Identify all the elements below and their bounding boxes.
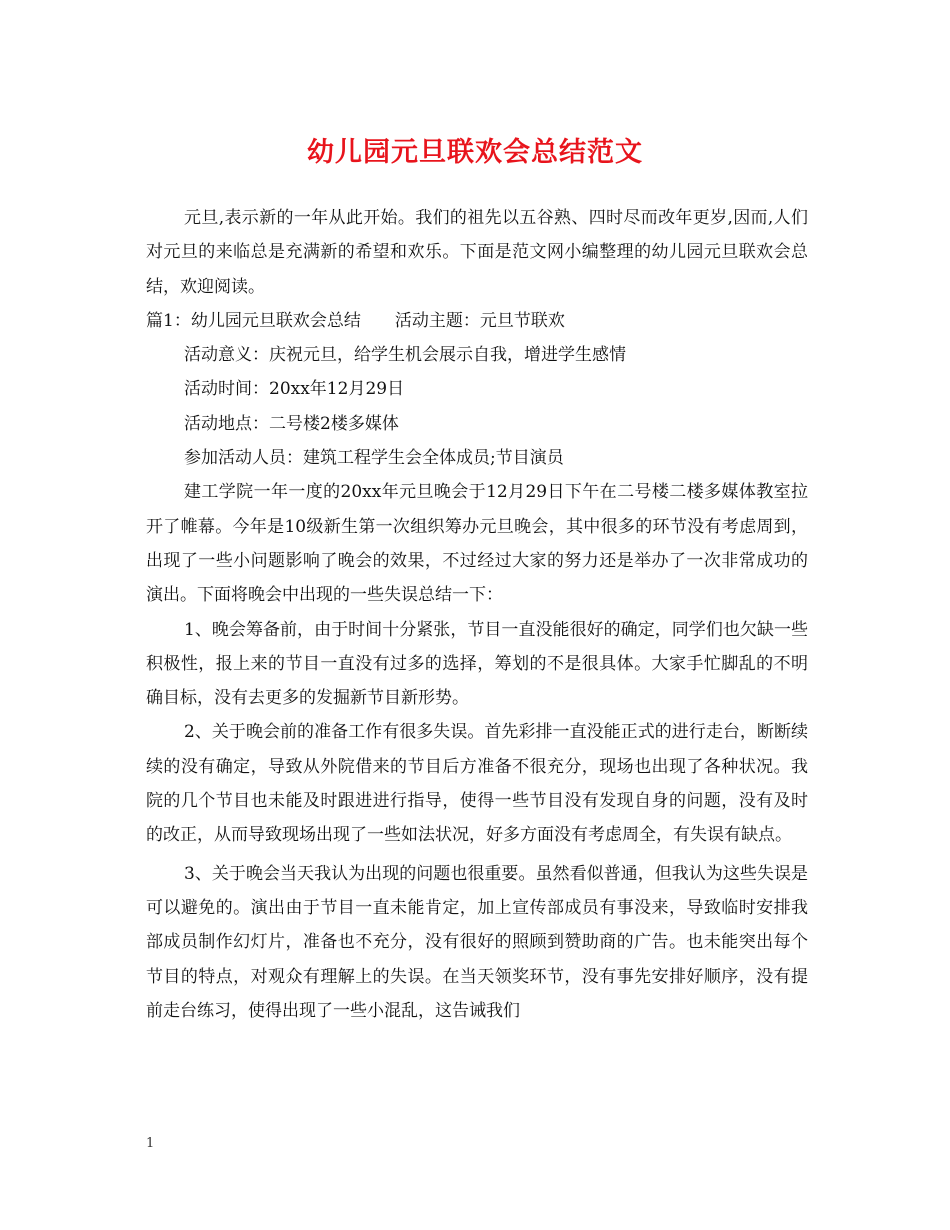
paragraph-overview: 建工学院一年一度的20xx年元旦晚会于12月29日下午在二号楼二楼多媒体教室拉开了帷幕。今年是10级新生第一次组织筹办元旦晚会，其中很多的环节没有考虑周到，出现了一些小问题影响了晚会的效果，不过经过大家的努力还是举办了一次非常成功的演出。下面将晚会中出现的一些失误总结一下： [146, 482, 808, 606]
paragraph-activity-meaning: 活动意义：庆祝元旦，给学生机会展示自我，增进学生感情 [184, 345, 626, 366]
document-title: 幼儿园元旦联欢会总结范文 [307, 137, 643, 168]
document-body [146, 201, 808, 1028]
paragraph-point-3: 3、关于晚会当天我认为出现的问题也很重要。虽然看似普通，但我认为这些失误是可以避免的。演出由于节目一直未能肯定，加上宣传部成员有事没来，导致临时安排我部成员制作幻灯片，准备也不充分，没有很好的照顾到赞助商的广告。也未能突出每个节目的特点，对观众有理解上的失误。在当天领奖环节，没有事先安排好顺序，没有提前走台练习，使得出现了一些小混乱，这告诫我们 [146, 863, 808, 1021]
paragraph-participants: 参加活动人员：建筑工程学生会全体成员;节目演员 [184, 448, 564, 469]
paragraph-activity-location: 活动地点：二号楼2楼多媒体 [184, 413, 399, 434]
page-number: 1 [146, 1136, 155, 1151]
paragraph-point-2: 2、关于晚会前的准备工作有很多失误。首先彩排一直没能正式的进行走台，断断续续的没有确定，导致从外院借来的节目后方准备不很充分，现场也出现了各种状况。我院的几个节目也未能及时跟进进行指导，使得一些节目没有发现自身的问题，没有及时的改正，从而导致现场出现了一些如法状况，好多方面没有考虑周全，有失误有缺点。 [146, 722, 808, 846]
paragraph-point-1: 1、晚会筹备前，由于时间十分紧张，节目一直没能很好的确定，同学们也欠缺一些积极性，报上来的节目一直没有过多的选择，筹划的不是很具体。大家手忙脚乱的不明确目标，没有去更多的发掘新节目新形势。 [146, 619, 808, 709]
paragraph-intro: 元旦,表示新的一年从此开始。我们的祖先以五谷熟、四时尽而改年更岁,因而,人们对元旦的来临总是充满新的希望和欢乐。下面是范文网小编整理的幼儿园元旦联欢会总结，欢迎阅读。 [146, 208, 808, 297]
paragraph-activity-time: 活动时间：20xx年12月29日 [184, 379, 405, 400]
paragraph-section-heading: 篇1：幼儿园元旦联欢会总结 活动主题：元旦节联欢 [146, 310, 565, 331]
